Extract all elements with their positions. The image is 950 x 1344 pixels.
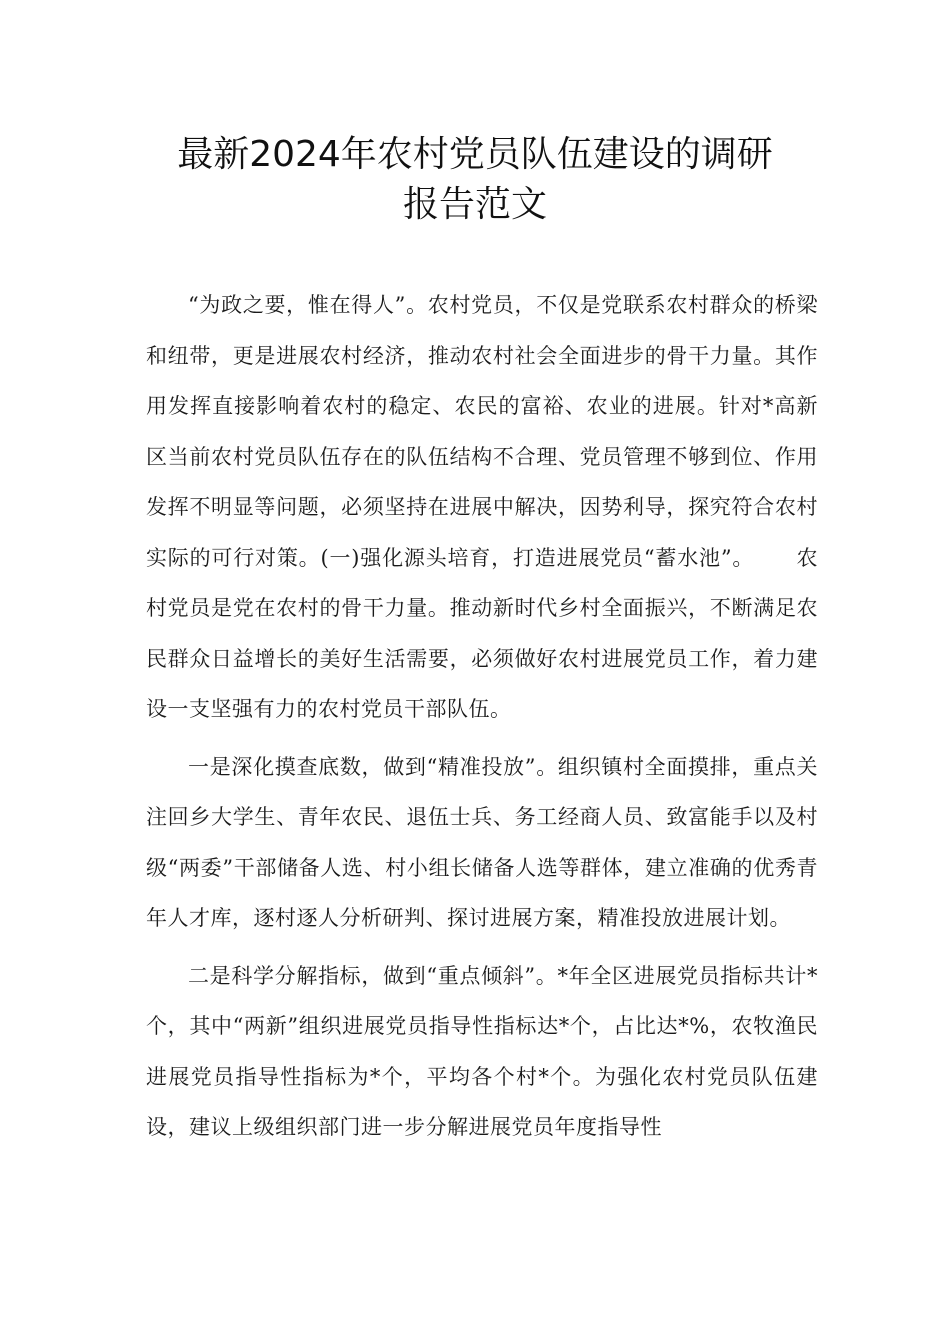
paragraph-1-part-2: 农村党员是党在农村的骨干力量。推动新时代乡村全面振兴，不断满足农民群众日益增长的美好生活需要，必须做好农村进展党员工作，着力建设一支坚强有力的农村党员干部队伍。 (146, 545, 818, 721)
document-title (120, 130, 830, 230)
paragraph-1 (146, 280, 818, 735)
document-body (146, 280, 818, 1153)
title-line-1: 最新2024年农村党员队伍建设的调研 (177, 134, 773, 175)
paragraph-3: 二是科学分解指标，做到“重点倾斜”。*年全区进展党员指标共计*个，其中“两新”组织进展党员指导性指标达*个，占比达*%，农牧渔民进展党员指导性指标为*个，平均各个村*个。为强化农村党员队伍建设，建议上级组织部门进一步分解进展党员年度指导性 (146, 963, 818, 1139)
paragraph-2: 一是深化摸查底数，做到“精准投放”。组织镇村全面摸排，重点关注回乡大学生、青年农民、退伍士兵、务工经商人员、致富能手以及村级“两委”干部储备人选、村小组长储备人选等群体，建立准确的优秀青年人才库，逐村逐人分析研判、探讨进展方案，精准投放进展计划。 (146, 754, 818, 930)
paragraph-1-part-1: “为政之要，惟在得人”。农村党员，不仅是党联系农村群众的桥梁和纽带，更是进展农村经济，推动农村社会全面进步的骨干力量。其作用发挥直接影响着农村的稳定、农民的富裕、农业的进展。针对*高新区当前农村党员队伍存在的队伍结构不合理、党员管理不够到位、作用发挥不明显等问题，必须坚持在进展中解决，因势利导，探究符合农村实际的可行对策。(一)强化源头培育，打造进展党员“蓄水池”。 (146, 293, 818, 570)
title-line-2: 报告范文 (402, 184, 547, 225)
